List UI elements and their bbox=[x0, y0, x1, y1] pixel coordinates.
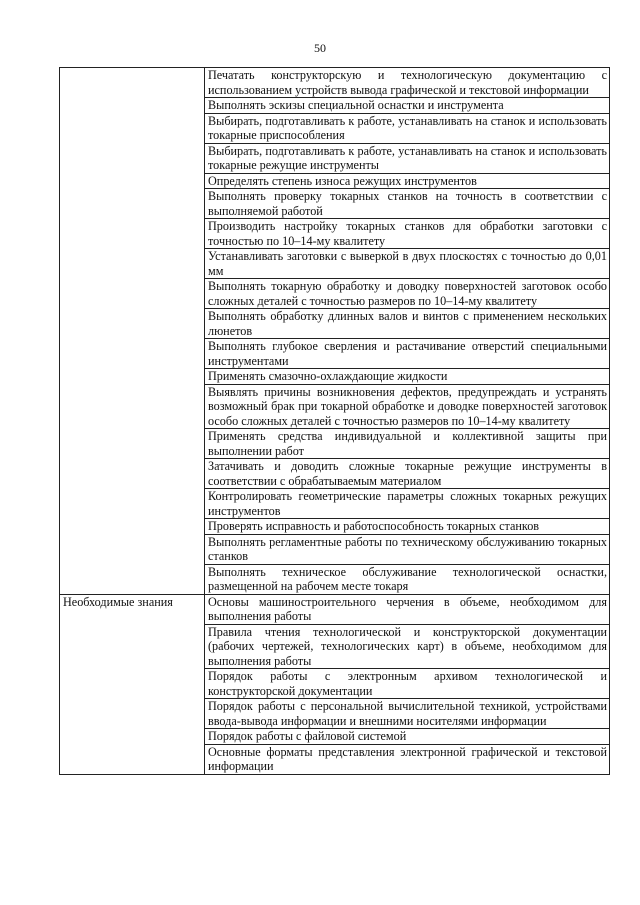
requirement-item: Выполнять эскизы специальной оснастки и инструмента bbox=[205, 98, 610, 114]
requirements-table bbox=[59, 67, 610, 775]
requirement-item: Выполнять техническое обслуживание технологической оснастки, размещенной на рабочем месте токаря bbox=[205, 564, 610, 594]
requirement-item: Производить настройку токарных станков для обработки заготовки с точностью по 10–14-му квалитету bbox=[205, 219, 610, 249]
requirement-item: Проверять исправность и работоспособность токарных станков bbox=[205, 519, 610, 535]
requirement-item: Устанавливать заготовки с выверкой в двух плоскостях с точностью до 0,01 мм bbox=[205, 249, 610, 279]
requirement-item: Порядок работы с электронным архивом технологической и конструкторской документации bbox=[205, 669, 610, 699]
table-row bbox=[60, 68, 610, 98]
table-body bbox=[60, 68, 610, 775]
requirement-item: Выполнять глубокое сверления и растачивание отверстий специальными инструментами bbox=[205, 339, 610, 369]
requirement-item: Печатать конструкторскую и технологическую документацию с использованием устройств вывода графической и текстовой информации bbox=[205, 68, 610, 98]
requirement-item: Выполнять регламентные работы по техническому обслуживанию токарных станков bbox=[205, 534, 610, 564]
requirement-item: Порядок работы с файловой системой bbox=[205, 729, 610, 745]
requirement-item: Выполнять токарную обработку и доводку поверхностей заготовок особо сложных деталей с точностью размеров по 10–14-му квалитету bbox=[205, 279, 610, 309]
requirement-item: Выполнять обработку длинных валов и винтов с применением нескольких люнетов bbox=[205, 309, 610, 339]
requirement-item: Выявлять причины возникновения дефектов, предупреждать и устранять возможный брак при токарной обработке и доводке поверхностей заготовок особо сложных деталей с точностью размеров по 10–14-му квалитету bbox=[205, 384, 610, 429]
table-row bbox=[60, 594, 610, 624]
requirement-item: Выбирать, подготавливать к работе, устанавливать на станок и использовать токарные режущие инструменты bbox=[205, 143, 610, 173]
requirement-item: Выполнять проверку токарных станков на точность в соответствии с выполняемой работой bbox=[205, 189, 610, 219]
section-label bbox=[60, 68, 205, 595]
requirement-item: Применять средства индивидуальной и коллективной защиты при выполнении работ bbox=[205, 429, 610, 459]
requirement-item: Определять степень износа режущих инструментов bbox=[205, 173, 610, 189]
section-label: Необходимые знания bbox=[60, 594, 205, 774]
requirement-item: Основы машиностроительного черчения в объеме, необходимом для выполнения работы bbox=[205, 594, 610, 624]
requirement-item: Выбирать, подготавливать к работе, устанавливать на станок и использовать токарные приспособления bbox=[205, 113, 610, 143]
requirement-item: Порядок работы с персональной вычислительной техникой, устройствами ввода-вывода информации и внешними носителями информации bbox=[205, 699, 610, 729]
requirement-item: Затачивать и доводить сложные токарные режущие инструменты в соответствии с обрабатываемым материалом bbox=[205, 459, 610, 489]
requirement-item: Применять смазочно-охлаждающие жидкости bbox=[205, 369, 610, 385]
requirement-item: Правила чтения технологической и конструкторской документации (рабочих чертежей, технологических карт) в объеме, необходимом для выполнения работы bbox=[205, 624, 610, 669]
page-number: 50 bbox=[314, 41, 326, 55]
requirement-item: Контролировать геометрические параметры сложных токарных режущих инструментов bbox=[205, 489, 610, 519]
requirement-item: Основные форматы представления электронной графической и текстовой информации bbox=[205, 744, 610, 774]
